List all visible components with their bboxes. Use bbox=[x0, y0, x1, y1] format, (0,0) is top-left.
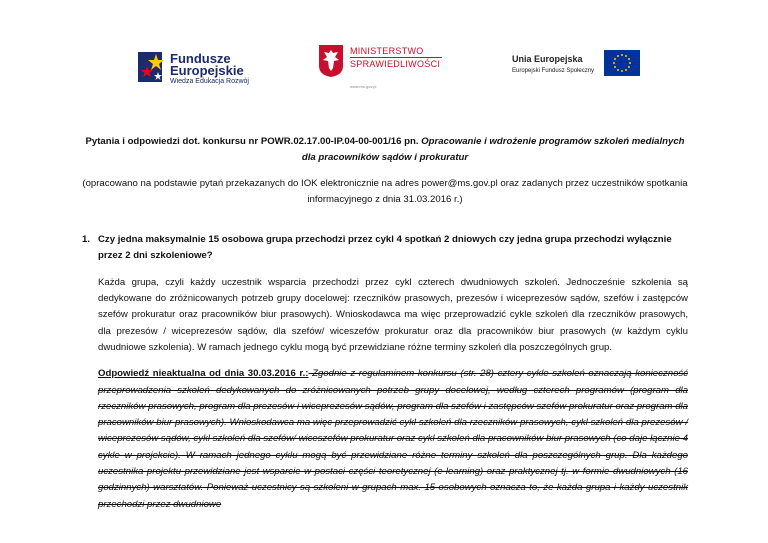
answer-current: Każda grupa, czyli każdy uczestnik wsparcia przechodzi przez cykl czterech dwudniowych szkoleń. Jednocześnie szkolenia są dedykowane do zróżnicowanych potrzeb grupy docelowej: rzeczników prasowych, prezesów i wiceprezesów sądów, szefów i zastępców szefów prokuratur oraz pracowników biur prasowych). Wnioskodawca ma więc przeprowadzić cykle szkoleń dla rzeczników prasowych, dla prezesów / wiceprezesów sądów, dla szefów/ wiceszefów prokuratur oraz dla pracowników biur prasowych (w każdym cyklu dwudniowe szkolenia). W ramach jednego cyklu mogą być przewidziane różne terminy szkoleń dla poszczególnych grup. bbox=[98, 276, 688, 353]
outdated-text: Zgodnie z regulaminem konkursu (str. 28) cztery cykle szkoleń oznaczają konieczność przeprowadzenia szkoleń dedykowanych do zróżnicowanych potrzeb grupy docelowej, według czterech programów (program dla rzeczników prasowych, program dla prezesów i wiceprezesów sądów, program dla szefów i zastępców szefów prokuratur oraz program dla pracowników biur prasowych). Wnioskodawca ma więc przeprowadzić cykl szkoleń dla rzeczników prasowych, cykl szkoleń dla prezesów / wiceprezesów sądów, cykl szkoleń dla szefów/ wiceszefów prokuratur oraz cykl szkoleń dla pracowników biur prasowych (co daje łącznie 4 cykle w projekcie). W ramach jednego cyklu mogą być przewidziane różne terminy szkoleń dla poszczególnych grup. Dla każdego uczestnika projektu przewidziane jest wsparcie w postaci części teoretycznej (e-learning) oraz praktycznej tj. w formie dwudniowych (16 godzinnych) warsztatów. Ponieważ uczestnicy są szkoleni w grupach max. 15 osobowych oznacza to, że każda grupa i każdy uczestnik przechodzi przez dwudniowe bbox=[98, 368, 688, 510]
ms-logo-divider bbox=[350, 57, 442, 58]
question-1 bbox=[82, 232, 688, 265]
fe-logo-line2: Europejskie bbox=[170, 63, 244, 78]
answer-outdated bbox=[98, 366, 688, 513]
title-plain: Pytania i odpowiedzi dot. konkursu nr POWR.02.17.00-IP.04-00-001/16 pn. bbox=[85, 136, 422, 147]
ministerstwo-logo bbox=[318, 42, 448, 98]
outdated-label: Odpowiedź nieaktualna od dnia 30.03.2016 r.: bbox=[98, 368, 309, 380]
document-body bbox=[82, 134, 688, 513]
question-text: Czy jedna maksymalnie 15 osobowa grupa przechodzi przez cykl 4 spotkań 2 dniowych czy jedna grupa przechodzi wyłącznie przez 2 dni szkoleniowe? bbox=[98, 234, 672, 262]
eu-flag-icon bbox=[604, 50, 640, 76]
fundusze-europejskie-star-icon bbox=[136, 48, 166, 88]
document-subtitle: (opracowano na podstawie pytań przekazanych do IOK elektronicznie na adres power@ms.gov.pl oraz zadanych przez uczestników spotkania informacyjnego z dnia 31.03.2016 r.) bbox=[82, 177, 688, 205]
ms-logo-line1: MINISTERSTWO bbox=[350, 46, 424, 56]
header-logos bbox=[0, 40, 768, 100]
ms-logo-url: www.ms.gov.pl bbox=[350, 84, 377, 89]
fe-logo-line3: Wiedza Edukacja Rozwój bbox=[170, 78, 249, 85]
polish-eagle-emblem-icon bbox=[318, 44, 344, 78]
fe-logo-line1: Fundusze bbox=[170, 51, 231, 66]
question-number: 1. bbox=[82, 234, 91, 246]
eu-logo-line1: Unia Europejska bbox=[512, 54, 583, 64]
document-title bbox=[82, 134, 688, 167]
ms-logo-line2: SPRAWIEDLIWOŚCI bbox=[350, 59, 441, 69]
unia-europejska-logo bbox=[512, 50, 642, 86]
title-italic: Opracowanie i wdrożenie programów szkoleń medialnych dla pracowników sądów i prokuratur bbox=[301, 136, 685, 164]
fundusze-europejskie-logo bbox=[136, 46, 286, 90]
eu-logo-line2: Europejski Fundusz Społeczny bbox=[512, 68, 595, 74]
